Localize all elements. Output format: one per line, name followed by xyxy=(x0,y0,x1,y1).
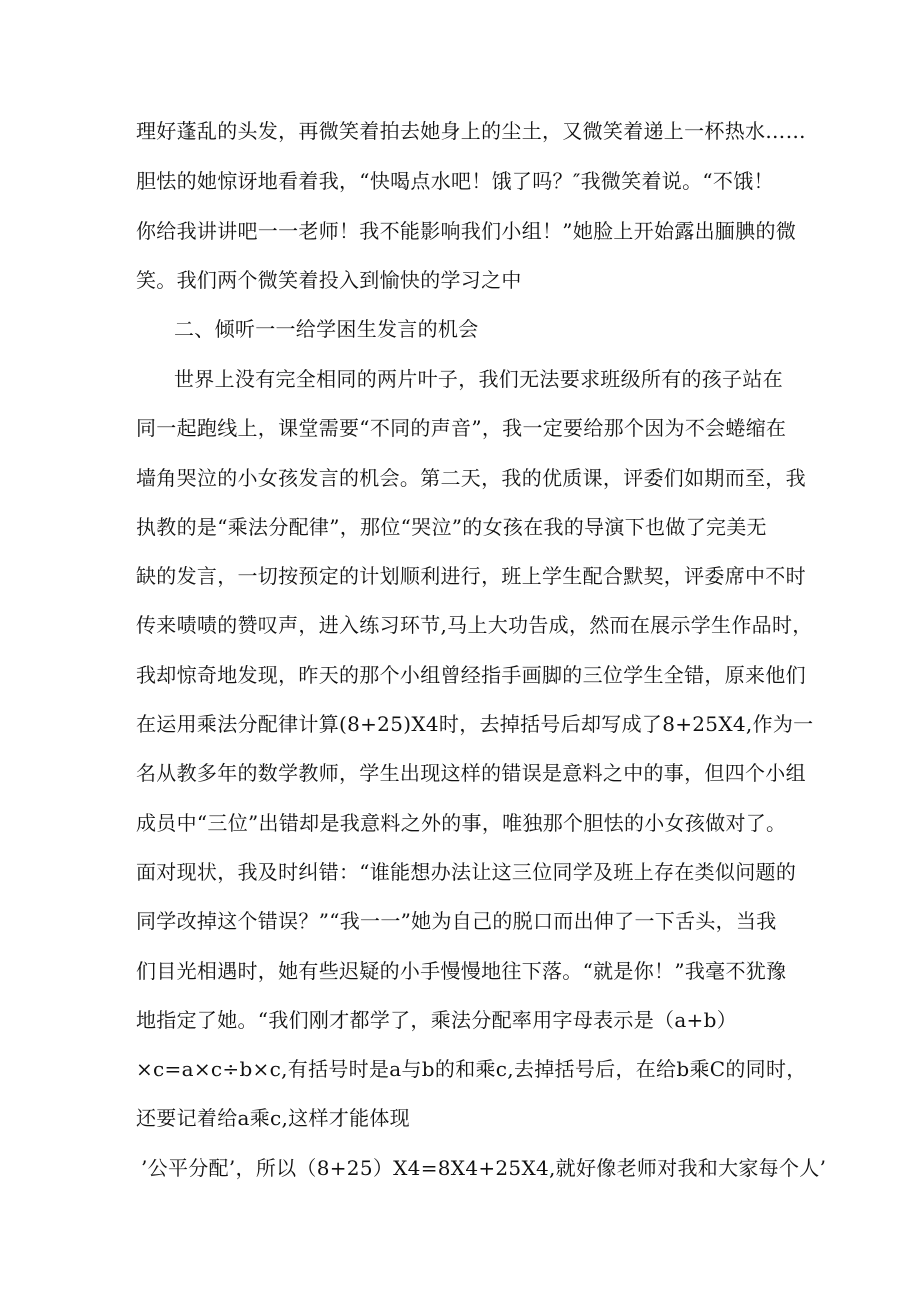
text-line-10: 缺的发言，一切按预定的计划顺利进行，班上学生配合默契，评委席中不时 xyxy=(136,564,806,588)
text-line-7: 同一起跑线上，课堂需要“不同的声音”，我一定要给那个因为不会蜷缩在 xyxy=(136,416,787,440)
text-line-14: 名从教多年的数学教师，学生出现这样的错误是意料之中的事，但四个小组 xyxy=(136,761,806,785)
text-line-4: 笑。我们两个微笑着投入到愉快的学习之中 xyxy=(136,268,522,292)
text-line-22: ’公平分配’，所以（8+25）X4=8X4+25X4,就好像老师对我和大家每个人’ xyxy=(141,1156,827,1180)
text-line-2: 胆怯的她惊讶地看着我，“快喝点水吧！饿了吗？″我微笑着说。“不饿！ xyxy=(136,169,774,193)
text-line-9: 执教的是“乘法分配律”，那位“哭泣”的女孩在我的导演下也做了完美无 xyxy=(136,515,767,539)
text-line-13: 在运用乘法分配律计算(8+25)X4时，去掉括号后却写成了8+25X4,作为一 xyxy=(136,712,814,736)
text-line-3: 你给我讲讲吧一一老师！我不能影响我们小组！”她脸上开始露出腼腆的微 xyxy=(136,219,797,243)
text-line-12: 我却惊奇地发现，昨天的那个小组曾经指手画脚的三位学生全错，原来他们 xyxy=(136,663,806,687)
text-line-18: 们目光相遇时，她有些迟疑的小手慢慢地往下落。“就是你！”我毫不犹豫 xyxy=(136,959,787,983)
text-line-16: 面对现状，我及时纠错：“谁能想办法让这三位同学及班上存在类似问题的 xyxy=(136,860,797,884)
text-line-8: 墙角哭泣的小女孩发言的机会。第二天，我的优质课，评委们如期而至，我 xyxy=(136,466,806,490)
text-line-6: 世界上没有完全相同的两片叶子，我们无法要求班级所有的孩子站在 xyxy=(174,367,783,391)
text-line-17: 同学改掉这个错误？”“我一一”她为自己的脱口而出伸了一下舌头，当我 xyxy=(136,909,777,933)
text-line-21: 还要记着给a乘c,这样才能体现 xyxy=(136,1106,410,1130)
text-line-1: 理好蓬乱的头发，再微笑着拍去她身上的尘土，又微笑着递上一杯热水…… xyxy=(136,119,806,143)
text-line-20: ×c=a×c÷b×c,有括号时是a与b的和乘c,去掉括号后，在给b乘C的同时， xyxy=(136,1057,807,1081)
text-line-19: 地指定了她。“我们刚才都学了，乘法分配率用字母表示是（a+b） xyxy=(136,1008,738,1032)
section-heading: 二、倾听一一给学困生发言的机会 xyxy=(174,317,479,341)
text-line-15: 成员中“三位”出错却是我意料之外的事，唯独那个胆怯的小女孩做对了。 xyxy=(136,811,787,835)
text-line-11: 传来啧啧的赞叹声，进入练习环节,马上大功告成，然而在展示学生作品时， xyxy=(136,613,813,637)
